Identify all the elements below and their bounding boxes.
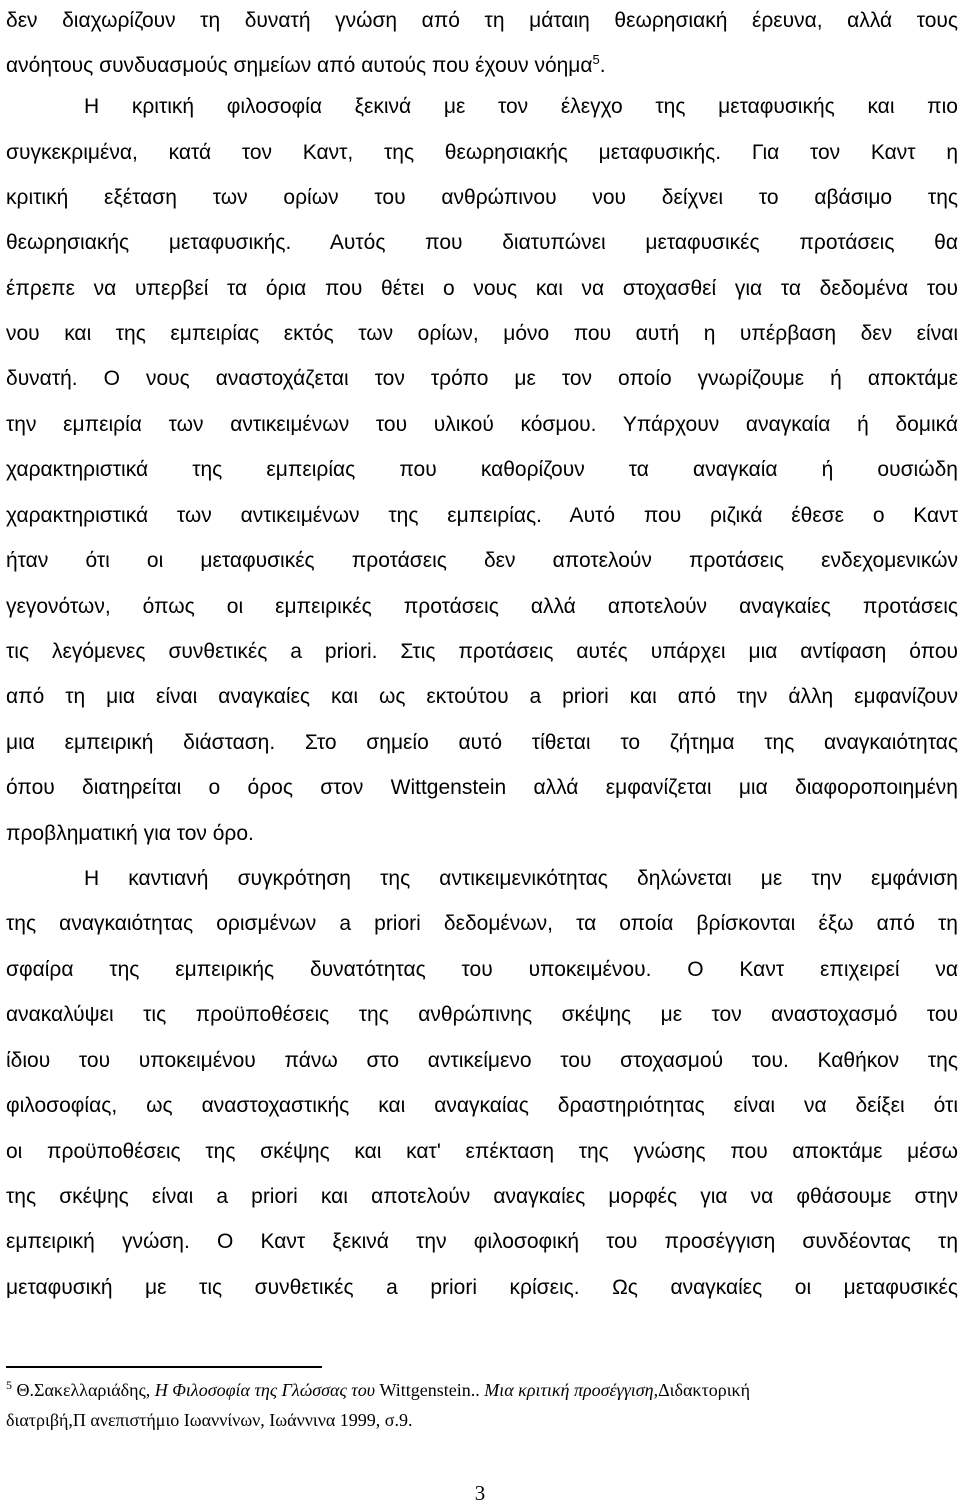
footnote-subject: Wittgenstein..: [379, 1380, 480, 1400]
body-line-9: δυνατή. Ο νους αναστοχάζεται τον τρόπο με τον οποίο γνωρίζουμε ή αποκτάμε: [6, 367, 958, 390]
body-line-27: της σκέψης είναι a priori και αποτελούν αναγκαίες μορφές για να φθάσουμε στην: [6, 1185, 958, 1208]
body-line-24: ίδιου του υποκειμένου πάνω στο αντικείμενο του στοχασμού του. Καθήκον της: [6, 1049, 958, 1072]
body-line-19: προβληματική για τον όρο.: [6, 822, 254, 845]
body-line-20: Η καντιανή συγκρότηση της αντικειμενικότητας δηλώνεται με την εμφάνιση: [84, 867, 958, 890]
body-line-2: [6, 52, 958, 80]
body-line-21: της αναγκαιότητας ορισμένων a priori δεδομένων, τα οποία βρίσκονται έξω από τη: [6, 912, 958, 935]
footnote-line-1: [6, 1375, 958, 1405]
body-line-14: γεγονότων, όπως οι εμπειρικές προτάσεις αλλά αποτελούν αναγκαίες προτάσεις: [6, 595, 958, 618]
body-line-11: χαρακτηριστικά της εμπειρίας που καθορίζουν τα αναγκαία ή ουσιώδη: [6, 458, 958, 481]
body-line-5: κριτική εξέταση των ορίων του ανθρώπινου νου δείχνει το αβάσιμο της: [6, 186, 958, 209]
body-line-8: νου και της εμπειρίας εκτός των ορίων, μόνο που αυτή η υπέρβαση δεν είναι: [6, 322, 958, 345]
body-line-2-text: ανόητους συνδυασμούς σημείων από αυτούς που έχουν νόημα: [6, 54, 593, 77]
body-line-2-end: .: [599, 54, 606, 77]
body-line-28: εμπειρική γνώση. Ο Καντ ξεκινά την φιλοσοφική του προσέγγιση συνδέοντας τη: [6, 1230, 958, 1253]
footnote: [6, 1375, 958, 1435]
body-line-4: συγκεκριμένα, κατά τον Καντ, της θεωρησιακής μεταφυσικής. Για τον Καντ η: [6, 141, 958, 164]
body-line-25: φιλοσοφίας, ως αναστοχαστικής και αναγκαίας δραστηριότητας είναι να δείξει ότι: [6, 1094, 958, 1117]
footnote-marker: 5: [6, 1378, 12, 1392]
page-number: 3: [474, 1481, 486, 1505]
footnote-author: Θ.Σακελλαριάδης,: [16, 1380, 151, 1400]
body-line-6: θεωρησιακής μεταφυσικής. Αυτός που διατυπώνει μεταφυσικές προτάσεις θα: [6, 231, 958, 254]
body-line-29: μεταφυσική με τις συνθετικές a priori κρίσεις. Ως αναγκαίες οι μεταφυσικές: [6, 1276, 958, 1299]
body-line-12: χαρακτηριστικά των αντικειμένων της εμπειρίας. Αυτό που ριζικά έθεσε ο Καντ: [6, 504, 958, 527]
body-line-15: τις λεγόμενες συνθετικές a priori. Στις προτάσεις αυτές υπάρχει μια αντίφαση όπου: [6, 640, 958, 663]
footnote-subtitle: Μια κριτική προσέγγιση,: [484, 1380, 659, 1400]
footnote-title: Η Φιλοσοφία της Γλώσσας του: [154, 1380, 375, 1400]
body-line-18: όπου διατηρείται ο όρος στον Wittgenstein αλλά εμφανίζεται μια διαφοροποιημένη: [6, 776, 958, 799]
body-line-7: έπρεπε να υπερβεί τα όρια που θέτει ο νους και να στοχασθεί για τα δεδομένα του: [6, 277, 958, 300]
body-line-23: ανακαλύψει τις προϋποθέσεις της ανθρώπινης σκέψης με τον αναστοχασμό του: [6, 1003, 958, 1026]
body-line-22: σφαίρα της εμπειρικής δυνατότητας του υποκειμένου. Ο Καντ επιχειρεί να: [6, 958, 958, 981]
footnote-line-2: διατριβή,Π ανεπιστήμιο Ιωαννίνων, Ιωάννινα 1999, σ.9.: [6, 1410, 413, 1430]
footnote-separator: [6, 1366, 322, 1368]
footnote-line-1-end: Διδακτορική: [658, 1380, 751, 1400]
body-line-17: μια εμπειρική διάσταση. Στο σημείο αυτό τίθεται το ζήτημα της αναγκαιότητας: [6, 731, 958, 754]
body-line-1: δεν διαχωρίζουν τη δυνατή γνώση από τη μάταιη θεωρησιακή έρευνα, αλλά τους: [6, 9, 958, 32]
footnote-reference[interactable]: 5: [592, 52, 600, 67]
body-line-26: οι προϋποθέσεις της σκέψης και κατ' επέκταση της γνώσης που αποκτάμε μέσω: [6, 1140, 958, 1163]
body-line-10: την εμπειρία των αντικειμένων του υλικού κόσμου. Υπάρχουν αναγκαία ή δομικά: [6, 413, 958, 436]
body-line-13: ήταν ότι οι μεταφυσικές προτάσεις δεν αποτελούν προτάσεις ενδεχομενικών: [6, 549, 958, 572]
body-line-3: Η κριτική φιλοσοφία ξεκινά με τον έλεγχο της μεταφυσικής και πιο: [84, 95, 958, 118]
body-line-16: από τη μια είναι αναγκαίες και ως εκτούτου a priori και από την άλλη εμφανίζουν: [6, 685, 958, 708]
